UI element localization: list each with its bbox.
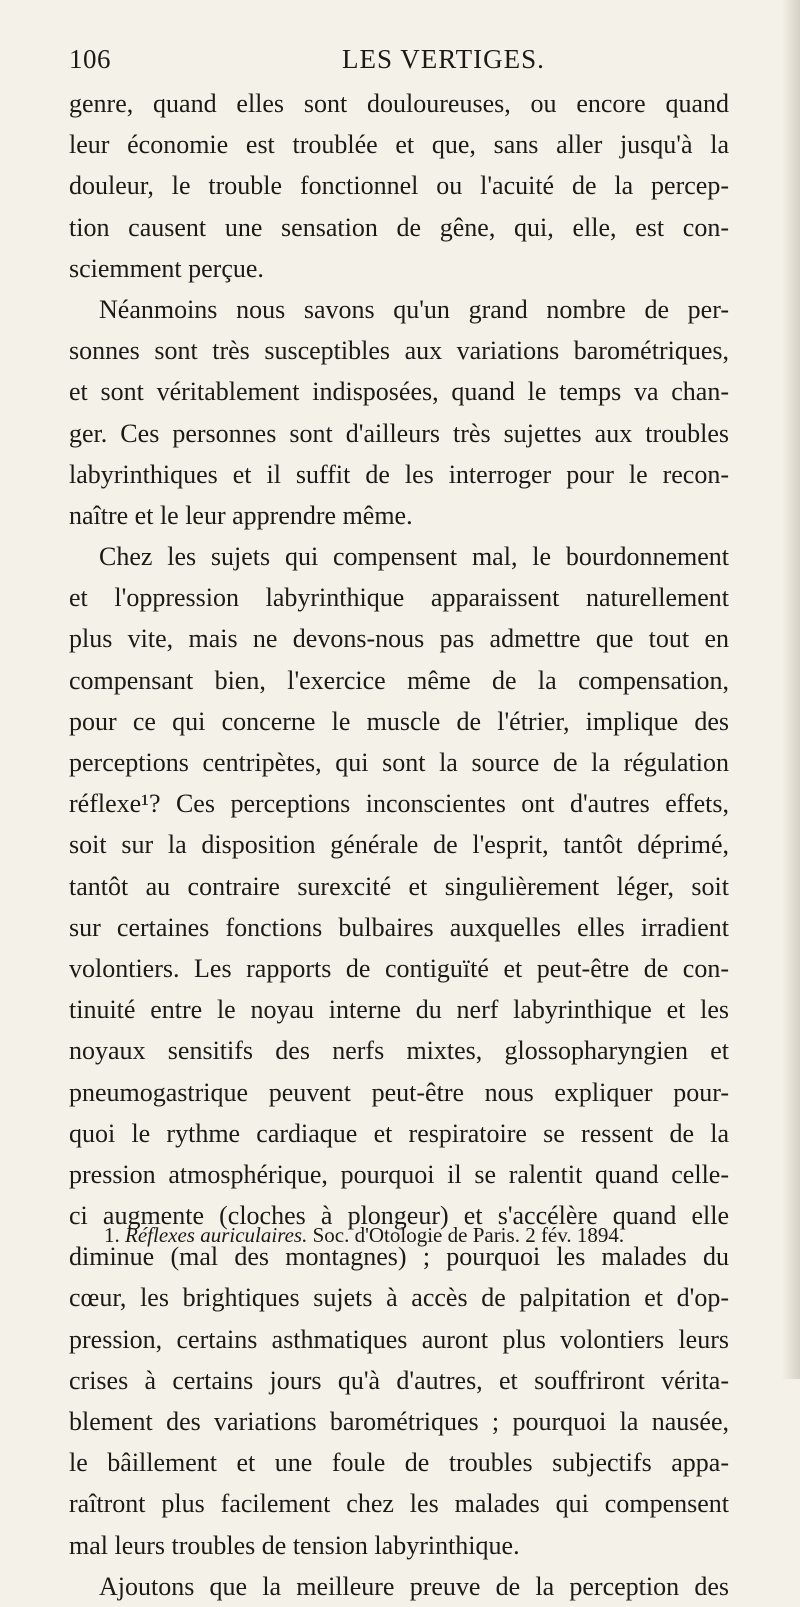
text-line: genre, quand elles sont douloureuses, ou encore quand [69,89,729,118]
text-line: cœur, les brightiques sujets à accès de palpitation et d'op- [69,1283,729,1313]
text-line: mal leurs troubles de tension labyrinthique. [69,1530,520,1560]
text-line: leur économie est troublée et que, sans aller jusqu'à la [69,130,729,160]
page-number: 106 [69,44,111,74]
text-line: crises à certains jours qu'à d'autres, et souffriront vérita- [69,1365,729,1395]
text-line: diminue (mal des montagnes) ; pourquoi les malades du [69,1242,729,1272]
text-line: ger. Ces personnes sont d'ailleurs très sujettes aux troubles [69,418,729,448]
text-line: pression, certains asthmatiques auront plus volontiers leurs [69,1324,729,1354]
page-edge-shadow [782,0,800,1379]
text-line: sciemment perçue. [69,253,264,283]
footnote-source: Soc. d'Otologie de Paris. 2 fév. 1894. [312,1223,625,1247]
text-line: Chez les sujets qui compensent mal, le bourdonnement [99,542,729,572]
text-line: le bâillement et une foule de troubles subjectifs appa- [69,1448,729,1478]
text-line: et l'oppression labyrinthique apparaissent naturellement [69,583,729,613]
text-line: pression atmosphérique, pourquoi il se ralentit quand celle- [69,1159,729,1189]
text-line: et sont véritablement indisposées, quand le temps va chan- [69,377,729,407]
text-line: pneumogastrique peuvent peut-être nous expliquer pour- [69,1077,729,1107]
text-line: pour ce qui concerne le muscle de l'étrier, implique des [69,706,729,736]
text-line: tinuité entre le noyau interne du nerf labyrinthique et les [69,995,729,1025]
footnote-title: Réflexes auriculaires. [125,1223,308,1247]
text-line: perceptions centripètes, qui sont la source de la régulation [69,748,729,777]
text-line: quoi le rythme cardiaque et respiratoire se ressent de la [69,1118,729,1148]
text-line: plus vite, mais ne devons-nous pas admettre que tout en [69,624,729,654]
running-title: LES VERTIGES. [342,44,545,74]
text-line: tion causent une sensation de gêne, qui, elle, est con- [69,212,729,242]
text-line: soit sur la disposition générale de l'esprit, tantôt déprimé, [69,830,729,860]
text-line: tantôt au contraire surexcité et singulièrement léger, soit [69,871,729,901]
running-head [69,44,729,76]
text-line: noyaux sensitifs des nerfs mixtes, glossopharyngien et [69,1036,729,1066]
text-line: blement des variations barométriques ; pourquoi la nausée, [69,1407,729,1436]
text-line: sur certaines fonctions bulbaires auxquelles elles irradient [69,912,729,942]
text-line: réflexe¹? Ces perceptions inconscientes ont d'autres effets, [69,789,729,819]
footnote-number: 1. [104,1223,120,1247]
text-line: volontiers. Les rapports de contiguïté et peut-être de con- [69,953,729,983]
text-line: sonnes sont très susceptibles aux variations barométriques, [69,336,729,366]
body-text [69,83,729,1607]
text-line: douleur, le trouble fonctionnel ou l'acuité de la percep- [69,171,729,201]
text-line: labyrinthiques et il suffit de les interroger pour le recon- [69,459,729,489]
footnote [104,1220,744,1250]
text-line: naître et le leur apprendre même. [69,500,413,530]
text-line: Néanmoins nous savons qu'un grand nombre de per- [99,294,729,324]
text-line: ci augmente (cloches à plongeur) et s'accélère quand elle [69,1201,729,1231]
text-line: compensant bien, l'exercice même de la compensation, [69,665,729,695]
text-line: Ajoutons que la meilleure preuve de la perception des [99,1571,729,1601]
text-line: raîtront plus facilement chez les malades qui compensent [69,1489,729,1519]
